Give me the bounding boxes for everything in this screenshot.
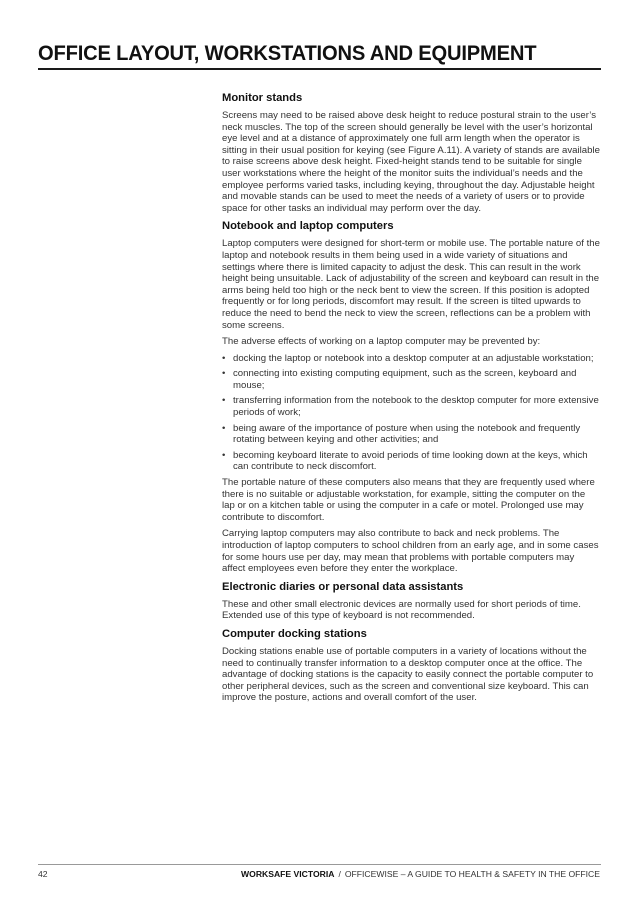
list-item — [222, 423, 600, 446]
section-heading: Computer docking stations — [222, 627, 367, 640]
footer-brand: WORKSAFE VICTORIA — [241, 869, 335, 879]
running-footer — [241, 869, 600, 879]
paragraph: The adverse effects of working on a laptop computer may be prevented by: — [222, 336, 541, 348]
footer-separator: / — [338, 869, 341, 879]
title-divider — [38, 68, 601, 70]
section-electronic-diaries — [222, 581, 600, 622]
bullet-marker: • — [222, 449, 226, 461]
list-item-text: connecting into existing computing equipment, such as the screen, keyboard and mouse; — [233, 368, 577, 391]
list-item-text: docking the laptop or notebook into a desktop computer at an adjustable workstation; — [233, 352, 594, 364]
list-item — [222, 353, 600, 365]
page-title: OFFICE LAYOUT, WORKSTATIONS AND EQUIPMENT — [38, 42, 537, 65]
list-item — [222, 368, 600, 391]
list-item — [222, 450, 600, 473]
section-docking-stations — [222, 628, 600, 704]
bullet-marker: • — [222, 395, 226, 407]
section-monitor-stands — [222, 92, 600, 214]
bullet-marker: • — [222, 368, 226, 380]
paragraph: Laptop computers were designed for short-term or mobile use. The portable nature of the laptop and notebook results in them being used in a wide variety of situations and settings where there is limited capacity to adjust the desk. This can result in the work height being unsuitable. Lack of adjustability of the screen and keyboard can result in the arms being held too high or the neck bent to view the screen. If this position is adopted frequently or for long periods, discomfort may result. If the screen is tilted upwards to reduce the need to bend the neck to view the screen, reflections can be a problem with some screens. — [222, 238, 600, 331]
footer-divider — [38, 864, 601, 865]
page-number: 42 — [38, 869, 48, 879]
paragraph: These and other small electronic devices are normally used for short periods of time. Extended use of this type of keyboard is not recommended. — [222, 598, 581, 622]
section-heading: Electronic diaries or personal data assistants — [222, 580, 464, 593]
bullet-marker: • — [222, 352, 226, 364]
paragraph: The portable nature of these computers also means that they are frequently used where there is no suitable or adjustable workstation, for example, sitting the computer on the lap or on a kitchen table or using the computer in a cafe or motel. Prolonged use may contribute to discomfort. — [222, 477, 595, 523]
list-item-text: being aware of the importance of posture when using the notebook and frequently rotating between keying and other activities; and — [233, 422, 581, 446]
paragraph: Screens may need to be raised above desk height to reduce postural strain to the user’s neck muscles. The top of the screen should generally be level with the user’s horizontal eye level and at a distance of approximately one full arm length when the operator is sitting in their usual position for keying (see Figure A.11). A variety of stands are available to raise screens above desk height. Fixed-height stands tend to be suitable for single user workstations where the height of the monitor suits the individual’s needs and the employee performs varied tasks, including keying, throughout the day. Adjustable height and movable stands can be used to meet the needs of a variety of users or to provide space for other tasks an individual may perform over the day. — [222, 110, 600, 214]
list-item-text: transferring information from the notebook to the desktop computer for more extensive periods of work; — [233, 395, 599, 419]
paragraph: Docking stations enable use of portable computers in a variety of locations without the need to continually transfer information to a desktop computer once at the office. The advantage of docking stations is the capacity to easily connect the portable computer to other peripheral devices, such as the screen and conventional size keyboard. This can improve the posture, actions and overall comfort of the user. — [222, 645, 594, 704]
main-content — [222, 92, 600, 709]
paragraph: Carrying laptop computers may also contribute to back and neck problems. The introduction of laptop computers to school children from an early age, and in some cases for some hours use per day, may mean that problems with portable computers may affect employees even before they enter the workplace. — [222, 528, 599, 575]
footer-publication-title: OFFICEWISE – A GUIDE TO HEALTH & SAFETY IN THE OFFICE — [344, 869, 600, 879]
list-item-text: becoming keyboard literate to avoid periods of time looking down at the keys, which can contribute to neck discomfort. — [233, 449, 588, 473]
list-item — [222, 395, 600, 418]
bullet-list — [222, 353, 600, 473]
bullet-marker: • — [222, 422, 226, 434]
section-laptops — [222, 220, 600, 574]
section-heading: Monitor stands — [222, 92, 303, 104]
section-heading: Notebook and laptop computers — [222, 220, 394, 233]
